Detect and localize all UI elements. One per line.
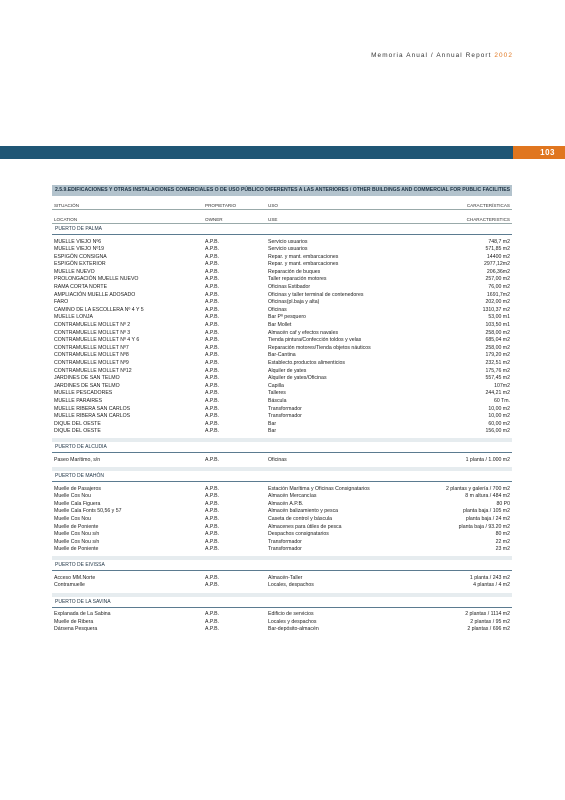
- cell-owner: A.P.B.: [205, 390, 220, 397]
- table-row: [52, 574, 512, 582]
- table-row: [52, 352, 512, 360]
- port-group-rows: [52, 235, 512, 438]
- cell-location: ESPIGÓN CONSIGNA: [54, 253, 107, 260]
- cell-use: Oficinas(pl.baja y alta): [268, 299, 320, 306]
- cell-characteristics: 103,50 m1: [485, 322, 510, 329]
- cell-owner: A.P.B.: [205, 253, 220, 260]
- cell-owner: A.P.B.: [205, 375, 220, 382]
- cell-owner: A.P.B.: [205, 238, 220, 245]
- table-row: [52, 626, 512, 634]
- cell-location: Muelle Cos Nou: [54, 493, 91, 500]
- cell-location: Dársena Pesquera: [54, 626, 98, 633]
- cell-location: MUELLE RIBERA SAN CARLOS: [54, 405, 131, 412]
- cell-use: Transformador: [268, 546, 302, 553]
- cell-owner: A.P.B.: [205, 405, 220, 412]
- cell-location: DIQUE DEL OESTE: [54, 420, 101, 427]
- cell-location: CONTRAMUELLE MOLLET Nº12: [54, 367, 132, 374]
- table-row: [52, 344, 512, 352]
- port-group-heading: PUERTO DE ALCUDIA: [52, 442, 512, 453]
- cell-owner: A.P.B.: [205, 337, 220, 344]
- cell-use: Almacén-Taller: [268, 574, 303, 581]
- cell-characteristics: 14400 m2: [486, 253, 510, 260]
- cell-characteristics: 1310,37 m2: [482, 306, 510, 313]
- port-group-rows: [52, 571, 512, 592]
- cell-use: Almacén balizamiento y pesca: [268, 508, 339, 515]
- col-characteristics-es: CARACTERÍSTICAS: [466, 203, 510, 208]
- cell-owner: A.P.B.: [205, 523, 220, 530]
- port-groups: [52, 224, 512, 636]
- table-row: [52, 582, 512, 590]
- cell-location: CAMINO DE LA ESCOLLERA Nº 4 Y 5: [54, 306, 144, 313]
- cell-characteristics: 80 m2: [495, 531, 510, 538]
- cell-use: Capilla: [268, 382, 284, 389]
- cell-location: CONTRAMUELLE MOLLET Nº 4 Y 6: [54, 337, 140, 344]
- cell-location: Explanada de La Sabina: [54, 611, 111, 618]
- cell-use: Repar. y mant. embarcaciones: [268, 253, 339, 260]
- table-row: [52, 375, 512, 383]
- table-row: [52, 405, 512, 413]
- cell-owner: A.P.B.: [205, 485, 220, 492]
- cell-use: Locales, despachos: [268, 582, 314, 589]
- table-row: [52, 508, 512, 516]
- cell-owner: A.P.B.: [205, 611, 220, 618]
- cell-use: Transformador: [268, 413, 302, 420]
- cell-owner: A.P.B.: [205, 626, 220, 633]
- cell-owner: A.P.B.: [205, 538, 220, 545]
- cell-use: Almacén A.P.B.: [268, 500, 304, 507]
- col-owner-en: OWNER: [205, 217, 223, 222]
- table-row: [52, 299, 512, 307]
- cell-location: PROLONGACIÓN MUELLE NUEVO: [54, 276, 139, 283]
- cell-location: ESPIGÓN EXTERIOR: [54, 261, 106, 268]
- cell-characteristics: 202,00 m2: [485, 299, 510, 306]
- cell-characteristics: 179,20 m2: [485, 352, 510, 359]
- cell-use: Almacén caf y efectos navales: [268, 329, 339, 336]
- cell-use: Repar. y mant. embarcaciones: [268, 261, 339, 268]
- cell-characteristics: 23 m2: [495, 546, 510, 553]
- cell-characteristics: 2 plantas y galería / 700 m2: [445, 485, 510, 492]
- cell-location: MUELLE VIEJO Nº19: [54, 246, 105, 253]
- table-row: [52, 238, 512, 246]
- table-row: [52, 360, 512, 368]
- cell-use: Servicio usuarios: [268, 246, 308, 253]
- col-use-en: USE: [268, 217, 278, 222]
- table-row: [52, 485, 512, 493]
- cell-location: DIQUE DEL OESTE: [54, 428, 101, 435]
- cell-location: RAMA CORTA NORTE: [54, 284, 108, 291]
- cell-use: Reparación de buques: [268, 268, 321, 275]
- cell-use: Edificio de servicios: [268, 611, 314, 618]
- page-number-tab: [513, 146, 565, 159]
- cell-owner: A.P.B.: [205, 500, 220, 507]
- cell-owner: A.P.B.: [205, 397, 220, 404]
- cell-location: Muelle Cala Fonts 50,56 y 57: [54, 508, 122, 515]
- cell-location: AMPLIACIÓN MUELLE ADOSADO: [54, 291, 136, 298]
- cell-use: Bar: [268, 420, 277, 427]
- cell-use: Locales y despachos: [268, 618, 317, 625]
- cell-characteristics: 80 P0: [496, 500, 510, 507]
- cell-characteristics: 8 m altura / 484 m2: [465, 493, 510, 500]
- cell-location: MUELLE PARAIRES: [54, 397, 103, 404]
- cell-owner: A.P.B.: [205, 582, 220, 589]
- table-row: [52, 382, 512, 390]
- cell-use: Despachos consignatarios: [268, 531, 329, 538]
- table-row: [52, 253, 512, 261]
- cell-characteristics: 53,00 m1: [488, 314, 510, 321]
- cell-use: Establecto.productos alimenticios: [268, 360, 345, 366]
- cell-owner: A.P.B.: [205, 322, 220, 329]
- cell-location: Muelle Cos Nou s/n: [54, 531, 100, 538]
- col-use-es: USO: [268, 203, 278, 208]
- cell-use: Talleres: [268, 390, 286, 397]
- cell-location: Muelle de Ribera: [54, 618, 94, 625]
- table-row: [52, 314, 512, 322]
- cell-characteristics: 2977,12m2: [484, 261, 510, 268]
- cell-use: Alquiler de yates: [268, 367, 307, 374]
- col-location-en: LOCATION: [54, 217, 78, 222]
- cell-characteristics: 571,85 m2: [485, 246, 510, 253]
- report-header-title: [371, 52, 513, 59]
- cell-use: Taller reparación motores: [268, 276, 327, 283]
- cell-characteristics: 107m2: [494, 382, 510, 389]
- cell-characteristics: 1 planta / 243 m2: [469, 574, 510, 581]
- cell-characteristics: planta baja / 24 m2: [465, 515, 510, 522]
- cell-location: CONTRAMUELLE MOLLET Nº7: [54, 344, 129, 351]
- cell-use: Bar-Cantina: [268, 352, 296, 359]
- cell-characteristics: 2 plantas / 95 m2: [470, 618, 510, 625]
- table-row: [52, 291, 512, 299]
- table-row: [52, 306, 512, 314]
- cell-use: Transformador: [268, 405, 302, 412]
- port-group-heading: PUERTO DE PALMA: [52, 224, 512, 235]
- cell-location: MUELLE VIEJO Nº6: [54, 238, 102, 245]
- table-row: [52, 276, 512, 284]
- table-row: [52, 390, 512, 398]
- cell-characteristics: 257,00 m2: [485, 276, 510, 283]
- cell-owner: A.P.B.: [205, 276, 220, 283]
- cell-owner: A.P.B.: [205, 515, 220, 522]
- table-row: [52, 515, 512, 523]
- cell-characteristics: 557,45 m2: [485, 375, 510, 382]
- cell-characteristics: 748,7 m2: [488, 238, 510, 245]
- table-row: [52, 268, 512, 276]
- cell-owner: A.P.B.: [205, 493, 220, 500]
- cell-use: Estación Marítima y Oficinas Consignatarios: [268, 485, 370, 492]
- cell-use: Oficinas: [268, 306, 287, 313]
- cell-use: Almacén Mercancías: [268, 493, 317, 500]
- table-row: [52, 367, 512, 375]
- col-location-es: SITUACIÓN: [54, 203, 80, 208]
- col-owner-es: PROPIETARIO: [205, 203, 237, 208]
- cell-characteristics: 232,51 m2: [485, 360, 510, 366]
- table-row: [52, 611, 512, 619]
- cell-location: MUELLE RIBERA SAN CARLOS: [54, 413, 131, 420]
- cell-owner: A.P.B.: [205, 291, 220, 298]
- cell-use: Reparación motores/Tienda objetos náuticos: [268, 344, 371, 351]
- table-row: [52, 546, 512, 554]
- report-year: 2002: [494, 52, 513, 59]
- cell-owner: A.P.B.: [205, 314, 220, 321]
- port-group-rows: [52, 453, 512, 467]
- cell-owner: A.P.B.: [205, 268, 220, 275]
- cell-characteristics: 10,00 m2: [488, 413, 510, 420]
- port-group-heading: PUERTO DE MAHÓN: [52, 471, 512, 482]
- cell-characteristics: 60,00 m2: [488, 420, 510, 427]
- cell-use: Oficinas: [268, 456, 287, 463]
- cell-characteristics: 258,00 m2: [485, 344, 510, 351]
- table-row: [52, 397, 512, 405]
- cell-characteristics: 206,36m2: [486, 268, 510, 275]
- port-group-heading: PUERTO DE EIVISSA: [52, 560, 512, 571]
- table-row: [52, 456, 512, 464]
- table-row: [52, 493, 512, 501]
- cell-characteristics: 2 plantas / 696 m2: [467, 626, 510, 633]
- cell-characteristics: planta baja / 93.20 m2: [458, 523, 510, 530]
- cell-owner: A.P.B.: [205, 246, 220, 253]
- cell-owner: A.P.B.: [205, 546, 220, 553]
- table-row: [52, 618, 512, 626]
- cell-characteristics: 156,00 m2: [485, 428, 510, 435]
- table-row: [52, 413, 512, 421]
- table-row: [52, 500, 512, 508]
- cell-location: CONTRAMUELLE MOLLET Nº 3: [54, 329, 131, 336]
- table-row: [52, 246, 512, 254]
- cell-use: Báscula: [268, 397, 287, 404]
- cell-location: MUELLE PESCADORES: [54, 390, 113, 397]
- cell-owner: A.P.B.: [205, 306, 220, 313]
- cell-use: Servicio usuarios: [268, 238, 308, 245]
- cell-owner: A.P.B.: [205, 531, 220, 538]
- cell-use: Bar Mollet: [268, 322, 292, 329]
- cell-owner: A.P.B.: [205, 367, 220, 374]
- cell-location: Muelle Cos Nou: [54, 515, 91, 522]
- cell-use: Almacenes para útiles de pesca: [268, 523, 342, 530]
- table-row: [52, 322, 512, 330]
- cell-characteristics: 10,00 m2: [488, 405, 510, 412]
- cell-use: Bar: [268, 428, 277, 435]
- cell-characteristics: 76,00 m2: [488, 284, 510, 291]
- column-headers-en: [52, 213, 512, 224]
- cell-characteristics: 2 plantas / 1114 m2: [465, 611, 510, 618]
- cell-location: CONTRAMUELLE MOLLET Nº 2: [54, 322, 131, 329]
- table-row: [52, 538, 512, 546]
- cell-owner: A.P.B.: [205, 456, 220, 463]
- table-row: [52, 284, 512, 292]
- port-group-rows: [52, 608, 512, 637]
- cell-use: Oficinas y taller terminal de contenedores: [268, 291, 364, 298]
- cell-owner: A.P.B.: [205, 413, 220, 420]
- cell-characteristics: 685,04 m2: [485, 337, 510, 344]
- cell-location: JARDINES DE SAN TELMO: [54, 375, 120, 382]
- cell-characteristics: 258,00 m2: [485, 329, 510, 336]
- report-title-text: Memoria Anual / Annual Report: [371, 52, 492, 59]
- cell-characteristics: 244,21 m2: [485, 390, 510, 397]
- cell-owner: A.P.B.: [205, 382, 220, 389]
- cell-owner: A.P.B.: [205, 261, 220, 268]
- cell-use: Bar Pº pesquero: [268, 314, 306, 321]
- cell-owner: A.P.B.: [205, 428, 220, 435]
- table-content: [52, 185, 512, 636]
- col-characteristics-en: CHARACTERISTICS: [466, 217, 510, 222]
- cell-characteristics: 4 plantas / 4 m2: [473, 582, 510, 589]
- cell-location: Muelle de Pasajeros: [54, 485, 102, 492]
- cell-location: Muelle de Poniente: [54, 523, 99, 530]
- cell-location: JARDINES DE SAN TELMO: [54, 382, 120, 389]
- cell-location: Muelle de Poniente: [54, 546, 99, 553]
- cell-use: Oficinas Estibador: [268, 284, 311, 291]
- cell-location: CONTRAMUELLE MOLLET Nº9: [54, 360, 129, 366]
- cell-characteristics: planta baja / 105 m2: [462, 508, 510, 515]
- table-row: [52, 531, 512, 539]
- column-headers-es: [52, 199, 512, 210]
- cell-location: FARO: [54, 299, 69, 306]
- cell-owner: A.P.B.: [205, 574, 220, 581]
- cell-location: Muelle Cos Nou s/n: [54, 538, 100, 545]
- cell-owner: A.P.B.: [205, 352, 220, 359]
- cell-location: MUELLE NUEVO: [54, 268, 95, 275]
- header-stripe: [0, 146, 565, 159]
- cell-owner: A.P.B.: [205, 360, 220, 366]
- section-title: 2.5.9.EDIFICACIONES Y OTRAS INSTALACIONES COMERCIALES O DE USO PÚBLICO DIFERENTES A LAS ANTERIORES / OTHER BUILDINGS AND COMMERCIAL FOR PUBLIC FACILITIES: [52, 185, 512, 196]
- cell-location: MUELLE LONJA: [54, 314, 93, 321]
- cell-use: Transformador: [268, 538, 302, 545]
- cell-owner: A.P.B.: [205, 299, 220, 306]
- cell-location: CONTRAMUELLE MOLLET Nº8: [54, 352, 129, 359]
- cell-use: Alquiler de yates/Oficinas: [268, 375, 327, 382]
- cell-characteristics: 1691,7m2: [486, 291, 510, 298]
- cell-use: Bar-depósito-almacén: [268, 626, 319, 633]
- cell-owner: A.P.B.: [205, 508, 220, 515]
- cell-use: Tienda pintura/Confección toldos y velas: [268, 337, 362, 344]
- table-row: [52, 420, 512, 428]
- page-number: 103: [540, 148, 555, 157]
- cell-characteristics: 1 planta / 1.000 m2: [465, 456, 510, 463]
- table-row: [52, 329, 512, 337]
- cell-location: Acceso MM.Norte: [54, 574, 96, 581]
- table-row: [52, 428, 512, 436]
- cell-owner: A.P.B.: [205, 618, 220, 625]
- port-group-heading: PUERTO DE LA SAVINA: [52, 597, 512, 608]
- cell-characteristics: 22 m2: [495, 538, 510, 545]
- cell-location: Contramuelle: [54, 582, 85, 589]
- cell-characteristics: 60 Tm.: [493, 397, 510, 404]
- cell-characteristics: 175,76 m2: [485, 367, 510, 374]
- cell-owner: A.P.B.: [205, 420, 220, 427]
- cell-owner: A.P.B.: [205, 284, 220, 291]
- table-row: [52, 337, 512, 345]
- cell-use: Caseta de control y báscula: [268, 515, 333, 522]
- cell-location: Muelle Cala Figuera: [54, 500, 101, 507]
- cell-owner: A.P.B.: [205, 329, 220, 336]
- cell-owner: A.P.B.: [205, 344, 220, 351]
- cell-location: Paseo Marítimo, s/n: [54, 456, 101, 463]
- table-row: [52, 261, 512, 269]
- port-group-rows: [52, 482, 512, 556]
- table-row: [52, 523, 512, 531]
